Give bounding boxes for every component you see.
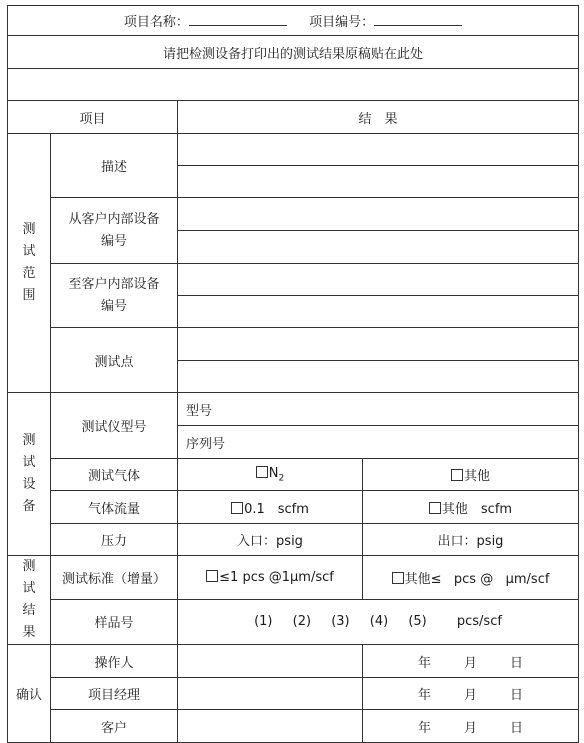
paste-note: 请把检测设备打印出的测试结果原稿贴在此处 bbox=[8, 36, 579, 69]
sample-4: (4) bbox=[369, 614, 389, 630]
project-number-label: 项目编号： bbox=[309, 15, 375, 30]
scope-from-device-line-1[interactable] bbox=[178, 198, 579, 231]
standard-other-option[interactable]: 其他≤ pcs @ μm/scf bbox=[363, 556, 579, 600]
standard-other-checkbox[interactable] bbox=[392, 572, 404, 584]
customer-label: 客户 bbox=[51, 710, 178, 743]
confirm-group-label: 确认 bbox=[8, 645, 51, 743]
operator-signature[interactable] bbox=[178, 645, 363, 678]
model-field[interactable] bbox=[178, 393, 579, 426]
scope-test-point-line-1[interactable] bbox=[178, 328, 579, 361]
gas-other-checkbox[interactable] bbox=[451, 469, 463, 481]
operator-date[interactable]: 年 月 日 bbox=[363, 645, 579, 678]
gas-other-option[interactable]: 其他 bbox=[363, 459, 579, 491]
project-header bbox=[8, 6, 579, 36]
scope-description-label: 描述 bbox=[51, 134, 178, 198]
scope-to-device-line-2[interactable] bbox=[178, 296, 579, 328]
sample-2: (2) bbox=[292, 614, 312, 630]
results-group-label: 测试结果 bbox=[8, 556, 51, 645]
scope-description-line-1[interactable] bbox=[178, 134, 579, 166]
scope-from-device-label: 从客户内部设备编号 bbox=[51, 198, 178, 264]
project-manager-signature[interactable] bbox=[178, 678, 363, 710]
test-standard-label: 测试标准（增量） bbox=[51, 556, 178, 600]
sample-number-label: 样品号 bbox=[51, 599, 178, 644]
sample-1: (1) bbox=[254, 614, 273, 630]
sample-numbers[interactable] bbox=[178, 599, 579, 644]
outlet-pressure[interactable]: 出口：psig bbox=[363, 524, 579, 556]
inlet-pressure[interactable]: 入口：psig bbox=[178, 524, 363, 556]
paste-area[interactable] bbox=[8, 69, 579, 101]
standard-default-option[interactable]: ≤1 pcs @1μm/scf bbox=[178, 556, 363, 600]
sample-unit: pcs/scf bbox=[456, 614, 502, 630]
test-record-form bbox=[7, 5, 579, 743]
project-name-field[interactable] bbox=[189, 11, 287, 26]
project-manager-date[interactable]: 年 月 日 bbox=[363, 678, 579, 710]
scope-from-device-line-2[interactable] bbox=[178, 231, 579, 264]
flow-other-checkbox[interactable] bbox=[429, 502, 441, 514]
gas-n2-checkbox[interactable] bbox=[256, 466, 268, 478]
scope-test-point-label: 测试点 bbox=[51, 328, 178, 393]
gas-n2-option[interactable]: $N_2$ bbox=[178, 459, 363, 491]
operator-label: 操作人 bbox=[51, 645, 178, 678]
model-label: 型号 bbox=[186, 403, 213, 419]
scope-description-line-2[interactable] bbox=[178, 166, 579, 198]
instrument-model-label: 测试仪型号 bbox=[51, 393, 178, 459]
scope-group-label: 测试范围 bbox=[8, 134, 51, 393]
serial-field[interactable] bbox=[178, 426, 579, 459]
customer-signature[interactable] bbox=[178, 710, 363, 743]
column-header-result: 结 果 bbox=[178, 101, 579, 134]
equipment-group-label: 测试设备 bbox=[8, 393, 51, 556]
flow-other-option[interactable]: 其他 scfm bbox=[363, 491, 579, 524]
customer-date[interactable]: 年 月 日 bbox=[363, 710, 579, 743]
gas-flow-label: 气体流量 bbox=[51, 491, 178, 524]
project-manager-label: 项目经理 bbox=[51, 678, 178, 710]
scope-to-device-line-1[interactable] bbox=[178, 264, 579, 296]
scope-to-device-label: 至客户内部设备编号 bbox=[51, 264, 178, 328]
test-gas-label: 测试气体 bbox=[51, 459, 178, 491]
standard-default-checkbox[interactable] bbox=[206, 570, 218, 582]
serial-label: 序列号 bbox=[186, 436, 226, 452]
project-name-label: 项目名称： bbox=[123, 15, 189, 30]
flow-standard-checkbox[interactable] bbox=[231, 502, 243, 514]
sample-5: (5) bbox=[408, 614, 427, 630]
flow-standard-option[interactable]: 0.1 scfm bbox=[178, 491, 363, 524]
scope-test-point-line-2[interactable] bbox=[178, 361, 579, 393]
sample-3: (3) bbox=[331, 614, 350, 630]
pressure-label: 压力 bbox=[51, 524, 178, 556]
project-number-field[interactable] bbox=[374, 11, 462, 26]
column-header-item: 项目 bbox=[8, 101, 178, 134]
